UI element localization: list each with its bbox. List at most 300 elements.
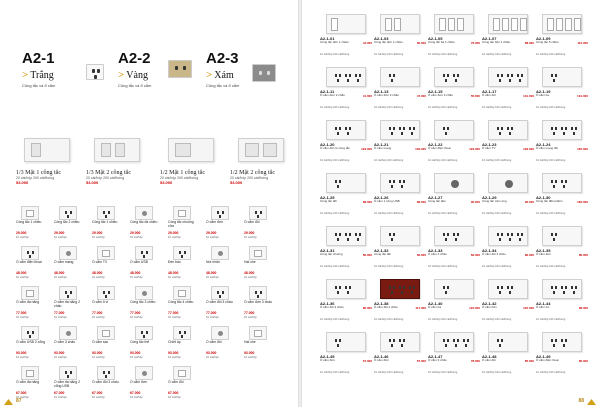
product-pack: 10 cái/hộp 100 cái/thùng	[320, 212, 350, 215]
module-image	[97, 326, 115, 340]
product-price: 86.000	[578, 306, 588, 310]
module-price: 29.000	[168, 231, 179, 235]
module-item	[206, 326, 236, 360]
product-cell	[482, 67, 534, 113]
product-price: 67.000	[416, 359, 426, 363]
product-pack: 10 cái/hộp 100 cái/thùng	[320, 106, 350, 109]
chevron-icon: >	[118, 69, 125, 81]
product-pack: 10 cái/hộp 100 cái/thùng	[374, 371, 404, 374]
product-price: 90.000	[524, 200, 534, 204]
product-cell	[374, 120, 426, 166]
product-price: 131.000	[577, 94, 588, 98]
module-image	[135, 366, 153, 380]
module-image	[97, 206, 115, 220]
product-image	[380, 173, 420, 193]
header-color: Vàng	[126, 70, 148, 81]
product-desc: Ổ cắm tivi	[536, 305, 550, 309]
product-pack: 10 cái/hộp 100 cái/thùng	[320, 371, 350, 374]
module-item	[16, 366, 46, 400]
module-item	[244, 326, 274, 360]
module-image	[21, 286, 39, 300]
feature-card	[86, 138, 146, 188]
product-desc: Công tắc bốn 1 chiều	[482, 40, 511, 44]
product-desc: Ổ cắm ba	[428, 305, 442, 309]
product-cell	[374, 67, 426, 113]
product-code: A2-1-36	[320, 301, 335, 306]
module-price: 48.000	[130, 271, 141, 275]
module-item	[16, 246, 46, 280]
module-image	[59, 246, 77, 260]
product-pack: 10 cái/hộp 100 cái/thùng	[374, 159, 404, 162]
product-image	[326, 279, 366, 299]
module-item	[244, 246, 274, 280]
socket-hole-icon	[92, 69, 95, 73]
module-price: 48.000	[168, 271, 179, 275]
product-desc: Ổ cắm đôi	[482, 358, 496, 362]
module-label: Công tắc chuông cửa	[168, 220, 194, 228]
module-price: 77.000	[244, 311, 255, 315]
product-image	[380, 67, 420, 87]
module-label: Ổ cắm đôi	[244, 220, 260, 224]
product-price: 85.000	[578, 359, 588, 363]
product-cell	[428, 279, 480, 325]
module-label: Hạt che	[244, 260, 256, 264]
product-code: A2-1-26	[374, 195, 389, 200]
product-cell	[320, 120, 372, 166]
module-price: 93.000	[54, 351, 65, 355]
module-pack: 10 cái/hộp	[92, 315, 105, 319]
product-price: 165.000	[577, 147, 588, 151]
product-code: A2-1-23	[482, 142, 497, 147]
product-desc: Công tắc chuông	[320, 252, 343, 256]
header-color: Xám	[214, 70, 234, 81]
module-label: Nút nhấn	[206, 260, 220, 264]
product-desc: Ổ cắm đôi	[482, 93, 496, 97]
product-pack: 10 cái/hộp 100 cái/thùng	[536, 371, 566, 374]
product-cell	[536, 226, 588, 272]
product-code: A2-1-11	[320, 89, 335, 94]
product-price: 78.000	[470, 359, 480, 363]
product-pack: 10 cái/hộp 100 cái/thùng	[320, 318, 350, 321]
product-price: 110.000	[577, 41, 588, 45]
product-code: A2-1-05	[428, 36, 443, 41]
feature-price: 53.000	[230, 180, 243, 185]
product-desc: Ổ cắm đơn 3 chấu	[374, 93, 399, 97]
module-item	[206, 286, 236, 320]
module-pack: 10 cái/hộp	[92, 355, 105, 359]
product-image	[326, 332, 366, 352]
product-price: 76.000	[470, 41, 480, 45]
module-image	[135, 326, 153, 340]
module-pack: 10 cái/hộp	[54, 275, 67, 279]
product-image	[542, 173, 582, 193]
module-label: Đèn báo	[168, 260, 181, 264]
product-desc: Ổ cắm 1 cổng USB	[374, 199, 400, 203]
product-code: A2-1-30	[536, 195, 551, 200]
product-cell	[428, 332, 480, 378]
page-number: 88	[578, 398, 584, 404]
product-desc: Ổ cắm 3 chấu	[428, 358, 447, 362]
module-image	[135, 246, 153, 260]
module-image	[211, 246, 229, 260]
header-sub: Công tắc và ổ cắm	[206, 83, 240, 88]
module-pack: 10 cái/hộp	[206, 275, 219, 279]
product-cell	[428, 67, 480, 113]
product-price: 41.000	[362, 94, 372, 98]
module-image	[21, 326, 39, 340]
module-price: 77.000	[16, 311, 27, 315]
product-price: 88.000	[524, 41, 534, 45]
product-price: 129.000	[469, 147, 480, 151]
product-image	[542, 120, 582, 140]
product-code: A2-1-15	[428, 89, 443, 94]
module-item	[16, 326, 46, 360]
product-desc: Công tắc đôi	[320, 199, 337, 203]
product-price: 139.000	[415, 147, 426, 151]
product-cell	[428, 14, 480, 60]
feature-sub: 20 cái/hộp 200 cái/thùng	[230, 176, 269, 180]
module-image	[97, 366, 115, 380]
module-price: 29.000	[54, 231, 65, 235]
product-pack: 10 cái/hộp 100 cái/thùng	[482, 371, 512, 374]
module-item	[206, 206, 236, 240]
product-desc: Công tắc cảm ứng	[482, 199, 507, 203]
product-desc: Ổ cắm đôi có công tắc	[320, 146, 350, 150]
module-pack: 10 cái/hộp	[168, 235, 181, 239]
product-image	[326, 67, 366, 87]
product-desc: Ổ cắm đơn	[536, 252, 551, 256]
module-price: 93.000	[168, 351, 179, 355]
module-item	[168, 366, 198, 400]
product-code: A2-1-31	[320, 248, 335, 253]
product-image	[380, 226, 420, 246]
module-item	[16, 206, 46, 240]
module-item	[244, 286, 274, 320]
module-image	[59, 286, 77, 300]
module-pack: 10 cái/hộp	[16, 355, 29, 359]
module-image	[173, 286, 191, 300]
module-price: 48.000	[92, 271, 103, 275]
product-code: A2-1-27	[428, 195, 443, 200]
product-desc: Ổ cắm đơn 3 chấu	[428, 93, 453, 97]
product-desc: Ổ cắm đơn 2 chấu	[320, 93, 345, 97]
plate-image	[168, 138, 214, 162]
product-pack: 10 cái/hộp 100 cái/thùng	[428, 53, 458, 56]
module-label: Công tắc 4 chiều	[168, 300, 194, 304]
module-price: 29.000	[130, 231, 141, 235]
module-price: 93.000	[16, 351, 27, 355]
product-desc: Ổ cắm mạng	[374, 146, 392, 150]
product-pack: 10 cái/hộp 100 cái/thùng	[482, 53, 512, 56]
module-item	[168, 286, 198, 320]
module-price: 29.000	[244, 231, 255, 235]
module-label: Ổ cắm 3 chấu	[54, 340, 76, 344]
module-label: Ổ cắm USB	[130, 260, 148, 264]
product-desc: Công tắc 5 chiều	[536, 40, 559, 44]
module-label: Ổ cắm ti vi	[92, 300, 109, 304]
module-price: 48.000	[54, 271, 65, 275]
product-desc: Công tắc đèn	[428, 199, 446, 203]
product-code: A2-1-09	[536, 36, 551, 41]
feature-price: 53.000	[160, 180, 173, 185]
product-cell	[536, 120, 588, 166]
product-code: A2-1-03	[374, 36, 389, 41]
product-price: 120.000	[523, 306, 534, 310]
product-code: A2-1-34	[482, 248, 497, 253]
product-pack: 10 cái/hộp 100 cái/thùng	[536, 212, 566, 215]
product-desc: Ổ cắm điện thoại	[536, 358, 559, 362]
product-price: 117.000	[415, 306, 426, 310]
product-code: A2-1-44	[536, 301, 551, 306]
product-price: 129.000	[523, 147, 534, 151]
feature-title: 1/2 Mặt 1 công tắc	[160, 170, 205, 176]
module-image	[97, 286, 115, 300]
product-code: A2-1-19	[536, 89, 551, 94]
module-pack: 10 cái/hộp	[206, 315, 219, 319]
module-item	[54, 366, 84, 400]
module-item	[206, 246, 236, 280]
module-label: Chiết áp	[168, 340, 181, 344]
product-image	[434, 67, 474, 87]
module-label: Ổ cắm đơn 3 chấu	[244, 300, 273, 304]
module-pack: 10 cái/hộp	[130, 315, 143, 319]
product-price: 60.000	[416, 253, 426, 257]
product-pack: 10 cái/hộp 100 cái/thùng	[428, 318, 458, 321]
module-pack: 10 cái/hộp	[168, 315, 181, 319]
product-cell	[320, 67, 372, 113]
module-price: 77.000	[92, 311, 103, 315]
product-pack: 10 cái/hộp 100 cái/thùng	[320, 265, 350, 268]
product-pack: 10 cái/hộp 100 cái/thùng	[374, 265, 404, 268]
module-label: Ổ cắm USB 2 cổng	[16, 340, 46, 344]
module-pack: 10 cái/hộp	[54, 235, 67, 239]
socket-hole-icon	[259, 71, 262, 75]
product-price: 120.000	[469, 306, 480, 310]
module-item	[130, 286, 160, 320]
product-price: 80.000	[578, 253, 588, 257]
feature-sub: 20 cái/hộp 200 cái/thùng	[16, 176, 55, 180]
product-desc: Ổ cắm đơn	[320, 358, 335, 362]
module-price: 67.000	[54, 391, 65, 395]
product-pack: 10 cái/hộp 100 cái/thùng	[428, 212, 458, 215]
product-image	[326, 226, 366, 246]
module-item	[16, 286, 46, 320]
product-image	[326, 120, 366, 140]
module-image	[249, 206, 267, 220]
module-item	[54, 246, 84, 280]
module-item	[130, 366, 160, 400]
product-image	[380, 332, 420, 352]
module-image	[173, 366, 191, 380]
module-pack: 10 cái/hộp	[244, 275, 257, 279]
product-code: A2-1-49	[536, 354, 551, 359]
module-pack: 10 cái/hộp	[244, 235, 257, 239]
product-cell	[482, 332, 534, 378]
header-a2-3	[206, 50, 239, 88]
module-pack: 10 cái/hộp	[16, 275, 29, 279]
product-code: A2-1-33	[428, 248, 443, 253]
module-pack: 10 cái/hộp	[54, 395, 67, 399]
brand-logo-icon	[587, 399, 596, 405]
product-code: A2-1-38	[374, 301, 389, 306]
module-label: Ổ cắm TV	[92, 260, 108, 264]
module-item	[92, 366, 122, 400]
product-pack: 10 cái/hộp 100 cái/thùng	[536, 265, 566, 268]
product-code: A2-1-45	[320, 354, 335, 359]
module-label: Ổ cắm mạng	[54, 260, 74, 264]
product-code: A2-1-47	[428, 354, 443, 359]
module-image	[173, 246, 191, 260]
product-image	[488, 67, 528, 87]
feature-title: 1/3 Mặt 1 công tắc	[16, 170, 61, 176]
module-item	[168, 246, 198, 280]
module-label: Ổ cắm đôi 3 chấu	[92, 380, 119, 384]
product-image	[542, 332, 582, 352]
product-desc: Ổ cắm đơn	[374, 358, 389, 362]
product-pack: 10 cái/hộp 100 cái/thùng	[374, 212, 404, 215]
feature-title: 1/3 Mặt 2 công tắc	[86, 170, 131, 176]
product-pack: 10 cái/hộp 100 cái/thùng	[482, 212, 512, 215]
module-pack: 10 cái/hộp	[130, 235, 143, 239]
product-cell	[428, 120, 480, 166]
header-code: A2-3	[206, 50, 239, 67]
product-cell	[320, 332, 372, 378]
product-pack: 10 cái/hộp 100 cái/thùng	[428, 106, 458, 109]
product-cell	[374, 332, 426, 378]
product-image	[434, 279, 474, 299]
product-desc: Ổ cắm 2 chấu	[428, 252, 447, 256]
product-cell	[482, 14, 534, 60]
module-image	[59, 326, 77, 340]
module-pack: 10 cái/hộp	[244, 315, 257, 319]
product-price: 55.000	[470, 94, 480, 98]
product-image	[434, 226, 474, 246]
product-price: 89.000	[362, 200, 372, 204]
header-a2-1	[22, 50, 55, 88]
feature-card	[230, 138, 290, 188]
product-cell	[320, 279, 372, 325]
module-label: Công tắc 1 chiều	[92, 220, 118, 224]
product-pack: 10 cái/hộp 100 cái/thùng	[536, 106, 566, 109]
product-code: A2-1-46	[374, 354, 389, 359]
module-label: Ổ cắm đa năng	[16, 300, 40, 304]
grey-socket-swatch	[252, 64, 276, 82]
product-code: A2-1-48	[482, 354, 497, 359]
product-image	[488, 173, 528, 193]
header-sub: Công tắc và ổ cắm	[22, 83, 56, 88]
module-pack: 10 cái/hộp	[54, 355, 67, 359]
header-a2-2	[118, 50, 151, 88]
product-code: A2-1-29	[482, 195, 497, 200]
product-image	[488, 332, 528, 352]
module-pack: 10 cái/hộp	[16, 235, 29, 239]
product-cell	[320, 173, 372, 219]
header-color: Trắng	[30, 70, 54, 81]
module-item	[92, 326, 122, 360]
product-image	[380, 279, 420, 299]
module-image	[211, 326, 229, 340]
module-pack: 10 cái/hộp	[168, 355, 181, 359]
module-item	[168, 206, 198, 240]
product-image	[434, 173, 474, 193]
module-image	[249, 326, 267, 340]
socket-hole-icon	[97, 69, 100, 73]
product-code: A2-1-13	[374, 89, 389, 94]
module-label: Ổ cắm đôi	[206, 340, 222, 344]
module-label: Ổ cắm điện thoại	[16, 260, 42, 264]
product-cell	[374, 173, 426, 219]
module-price: 93.000	[244, 351, 255, 355]
module-pack: 10 cái/hộp	[16, 395, 29, 399]
product-image	[488, 279, 528, 299]
product-code: A2-1-35	[536, 248, 551, 253]
product-price: 67.000	[362, 359, 372, 363]
product-image	[488, 120, 528, 140]
module-pack: 10 cái/hộp	[168, 395, 181, 399]
product-cell	[482, 173, 534, 219]
module-image	[59, 366, 77, 380]
module-price: 77.000	[168, 311, 179, 315]
product-desc: Công tắc điều khiển	[536, 199, 563, 203]
page-number: 87	[16, 398, 22, 404]
product-cell	[536, 14, 588, 60]
product-image	[380, 120, 420, 140]
module-label: Ổ cắm sạc	[92, 340, 109, 344]
module-label: Công tắc thẻ	[130, 340, 150, 344]
module-image	[21, 366, 39, 380]
feature-sub: 20 cái/hộp 200 cái/thùng	[160, 176, 199, 180]
module-image	[135, 206, 153, 220]
module-pack: 10 cái/hộp	[168, 275, 181, 279]
module-price: 48.000	[206, 271, 217, 275]
feature-title: 1/2 Mặt 2 công tắc	[230, 170, 275, 176]
module-price: 29.000	[92, 231, 103, 235]
product-pack: 10 cái/hộp 100 cái/thùng	[482, 318, 512, 321]
product-desc: Công tắc đơn 1 chiều	[320, 40, 349, 44]
module-pack: 10 cái/hộp	[92, 275, 105, 279]
module-pack: 10 cái/hộp	[206, 235, 219, 239]
module-item	[54, 286, 84, 320]
product-code: A2-1-17	[482, 89, 497, 94]
module-image	[173, 206, 191, 220]
module-price: 67.000	[130, 391, 141, 395]
product-price: 47.000	[416, 94, 426, 98]
product-price: 60.000	[470, 253, 480, 257]
module-pack: 10 cái/hộp	[92, 395, 105, 399]
module-price: 93.000	[130, 351, 141, 355]
module-item	[54, 206, 84, 240]
module-label: Ổ cắm đơn	[206, 220, 223, 224]
product-desc: Ổ cắm điện thoại	[428, 146, 451, 150]
product-pack: 10 cái/hộp 100 cái/thùng	[482, 265, 512, 268]
product-code: A2-1-24	[536, 142, 551, 147]
module-image	[173, 326, 191, 340]
module-price: 29.000	[16, 231, 27, 235]
product-desc: Ổ cắm đôi 3 chấu	[320, 305, 344, 309]
module-item	[168, 326, 198, 360]
feature-card	[160, 138, 220, 188]
product-cell	[320, 14, 372, 60]
product-image	[326, 14, 366, 34]
product-price: 80.000	[362, 306, 372, 310]
left-page	[0, 0, 298, 407]
module-label: Ổ cắm đôi	[168, 380, 184, 384]
module-pack: 10 cái/hộp	[16, 315, 29, 319]
module-price: 77.000	[54, 311, 65, 315]
product-pack: 10 cái/hộp 100 cái/thùng	[536, 53, 566, 56]
module-image	[211, 206, 229, 220]
product-image	[542, 279, 582, 299]
